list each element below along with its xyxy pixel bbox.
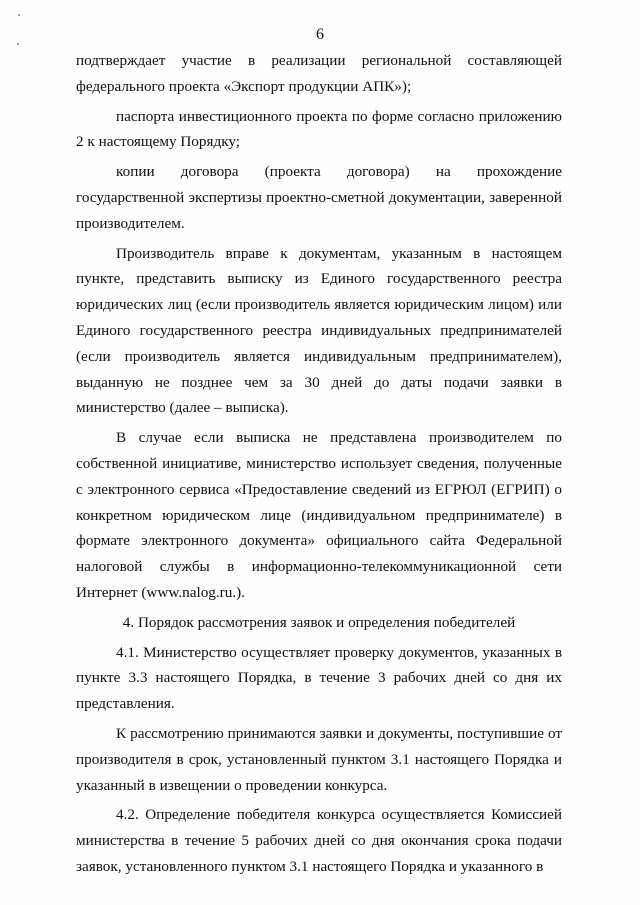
page-number: 6 bbox=[316, 26, 324, 43]
paragraph: подтверждает участие в реализации региональной составляющей федерального проекта «Экспорт продукции АПК»); bbox=[76, 52, 562, 95]
section-heading: 4. Порядок рассмотрения заявок и определения победителей bbox=[122, 613, 516, 631]
paragraph: 4.1. Министерство осуществляет проверку документов, указанных в пункте 3.3 настоящего Порядка, в течение 3 рабочих дней со дня их представления. bbox=[76, 643, 562, 713]
paragraph: паспорта инвестиционного проекта по форме согласно приложению 2 к настоящему Порядку; bbox=[76, 107, 562, 151]
paragraph: Производитель вправе к документам, указанным в настоящем пункте, представить выписку из Единого государственного реестра юридических лиц (если производитель является юридическим лицом) или Единого государственного реестра индивидуальных предпринимателей (если производитель является индивидуальным предпринимателем), выданную не позднее чем за 30 дней до даты подачи заявки в министерство (далее – выписка). bbox=[76, 244, 562, 417]
paragraph: В случае если выписка не представлена производителем по собственной инициативе, министерство использует сведения, полученные с электронного сервиса «Предоставление сведений из ЕГРЮЛ (ЕГРИП) о конкретном юридическом лице (индивидуальном предпринимателе) в формате электронного документа» официального сайта Федеральной налоговой службы в информационно-телекоммуникационной сети Интернет (www.nalog.ru.). bbox=[76, 429, 562, 601]
paragraph: К рассмотрению принимаются заявки и документы, поступившие от производителя в срок, установленный пунктом 3.1 настоящего Порядка и указанный в извещении о проведении конкурса. bbox=[76, 724, 562, 794]
paragraph: копии договора (проекта договора) на прохождение государственной экспертизы проектно-сметной документации, заверенной производителем. bbox=[76, 163, 562, 232]
paragraph: 4.2. Определение победителя конкурса осуществляется Комиссией министерства в течение 5 рабочих дней со дня окончания срока подачи заявок, установленного пунктом 3.1 настоящего Порядка и указанного в bbox=[76, 806, 562, 875]
document-body bbox=[76, 48, 562, 880]
scan-speck bbox=[18, 14, 20, 16]
